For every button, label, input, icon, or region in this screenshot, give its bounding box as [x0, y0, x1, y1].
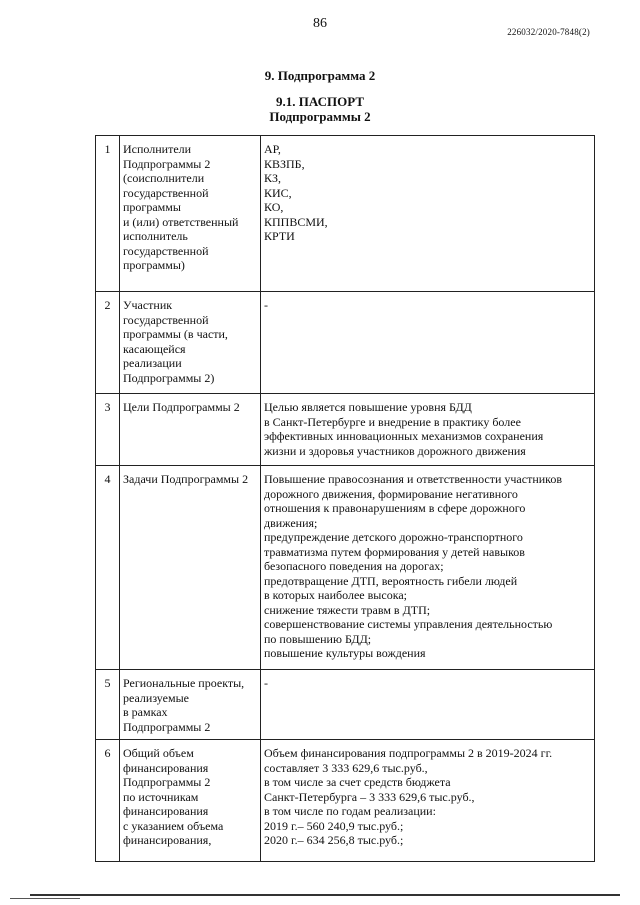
row-value-line: безопасного поведения на дорогах; [264, 559, 444, 573]
row-value [261, 292, 595, 394]
row-value-line: КО, [264, 200, 284, 214]
row-label-line: программы) [123, 258, 185, 272]
row-value-line: жизни и здоровья участников дорожного движения [264, 443, 526, 458]
table-row [96, 292, 595, 394]
row-label-line: Участник [123, 298, 173, 312]
row-value-line: предотвращение ДТП, вероятность гибели людей [264, 573, 518, 588]
row-value-line: эффективных инновационных механизмов сохранения [264, 429, 544, 443]
table-row [96, 670, 595, 740]
row-label-line: исполнитель [123, 229, 188, 243]
table-row [96, 394, 595, 466]
footer-rule [30, 894, 620, 896]
row-label-line: Общий объем [123, 746, 194, 760]
row-label-line: государственной [123, 312, 209, 327]
row-label-line: по источникам [123, 789, 199, 804]
row-label-line: реализации [123, 356, 182, 370]
row-value-line: предупреждение детского дорожно-транспортного [264, 530, 523, 544]
row-label-line: и (или) ответственный [123, 214, 239, 229]
row-value-line: 2019 г.– 560 240,9 тыс.руб.; [264, 818, 404, 833]
row-label-line: Региональные проекты, [123, 676, 245, 690]
row-label-line: реализуемые [123, 690, 189, 705]
row-value-line: снижение тяжести травм в ДТП; [264, 602, 431, 617]
row-value-line: в Санкт-Петербурге и внедрение в практику более [264, 414, 521, 429]
row-value-line: Повышение правосознания и ответственности участников [264, 472, 563, 486]
row-value-line: в том числе по годам реализации: [264, 804, 436, 818]
row-value-line: в которых наиболее высока; [264, 588, 407, 602]
row-label [120, 740, 261, 862]
section-title: 9. Подпрограмма 2 [264, 68, 376, 83]
row-value-line: КВЗПБ, [264, 156, 305, 171]
row-label-line: государственной [123, 185, 209, 200]
row-value-line: - [264, 298, 268, 312]
row-value-line: по повышению БДД; [264, 631, 372, 646]
row-label-line: Подпрограммы 2) [123, 370, 215, 385]
passport-title-line1: 9.1. ПАСПОРТ [276, 94, 364, 109]
row-value-line: повышение культуры вождения [264, 646, 426, 660]
row-label-line: в рамках [123, 705, 168, 719]
row-value-line: движения; [264, 515, 318, 530]
row-value-line: отношения к правонарушениям в сфере дорожного [264, 501, 526, 515]
row-value-line: Целью является повышение уровня БДД [264, 400, 472, 414]
row-value-line: КЗ, [264, 171, 282, 185]
row-label [120, 394, 261, 466]
row-value [261, 740, 595, 862]
row-label-line: Подпрограммы 2 [123, 156, 211, 171]
row-number: 4 [96, 466, 120, 670]
row-label-line: касающейся [123, 341, 186, 356]
row-label [120, 670, 261, 740]
row-value-line: в том числе за счет средств бюджета [264, 775, 451, 789]
row-label [120, 292, 261, 394]
row-label-line: финансирования, [123, 833, 212, 847]
row-label-line: (соисполнители [123, 171, 205, 185]
row-value-line: травматизма путем формирования у детей навыков [264, 544, 525, 559]
page-number: 86 [313, 16, 327, 31]
row-value-line: КИС, [264, 185, 292, 200]
row-label-line: Подпрограммы 2 [123, 719, 211, 734]
table-row [96, 136, 595, 292]
table-row [96, 740, 595, 862]
row-value-line: КППВСМИ, [264, 214, 328, 229]
row-label [120, 136, 261, 292]
row-value-line: АР, [264, 142, 281, 156]
table-row [96, 466, 595, 670]
row-label-line: Подпрограммы 2 [123, 775, 211, 789]
row-number: 5 [96, 670, 120, 740]
row-label [120, 466, 261, 670]
row-value [261, 466, 595, 670]
document-id: 226032/2020-7848(2) [507, 27, 590, 37]
row-value-line: совершенствование системы управления деятельностью [264, 617, 553, 631]
row-value-line: составляет 3 333 629,6 тыс.руб., [264, 760, 428, 775]
row-label-line: Цели Подпрограммы 2 [123, 400, 240, 414]
row-value-line: Объем финансирования подпрограммы 2 в 2019-2024 гг. [264, 746, 553, 760]
row-value-line: КРТИ [264, 229, 295, 243]
row-value [261, 394, 595, 466]
row-label-line: государственной [123, 243, 209, 258]
row-label-line: программы (в части, [123, 327, 228, 341]
row-value-line: дорожного движения, формирование негативного [264, 486, 518, 501]
row-label-line: финансирования [123, 760, 209, 775]
row-number: 6 [96, 740, 120, 862]
row-value-line: Санкт-Петербурга – 3 333 629,6 тыс.руб., [264, 789, 475, 804]
passport-title-line2: Подпрограммы 2 [269, 109, 371, 124]
row-number: 3 [96, 394, 120, 466]
passport-table-body [96, 136, 595, 862]
row-label-line: Задачи Подпрограммы 2 [123, 472, 249, 486]
row-value [261, 136, 595, 292]
row-label-line: программы [123, 200, 181, 214]
row-label-line: с указанием объема [123, 818, 224, 833]
row-number: 1 [96, 136, 120, 292]
passport-table [95, 135, 595, 862]
row-value-line: 2020 г.– 634 256,8 тыс.руб.; [264, 833, 404, 847]
row-value-line: - [264, 676, 268, 690]
passport-title [0, 94, 640, 124]
footer-rule-short [10, 898, 80, 899]
row-label-line: Исполнители [123, 142, 192, 156]
row-value [261, 670, 595, 740]
row-number: 2 [96, 292, 120, 394]
row-label-line: финансирования [123, 804, 209, 818]
